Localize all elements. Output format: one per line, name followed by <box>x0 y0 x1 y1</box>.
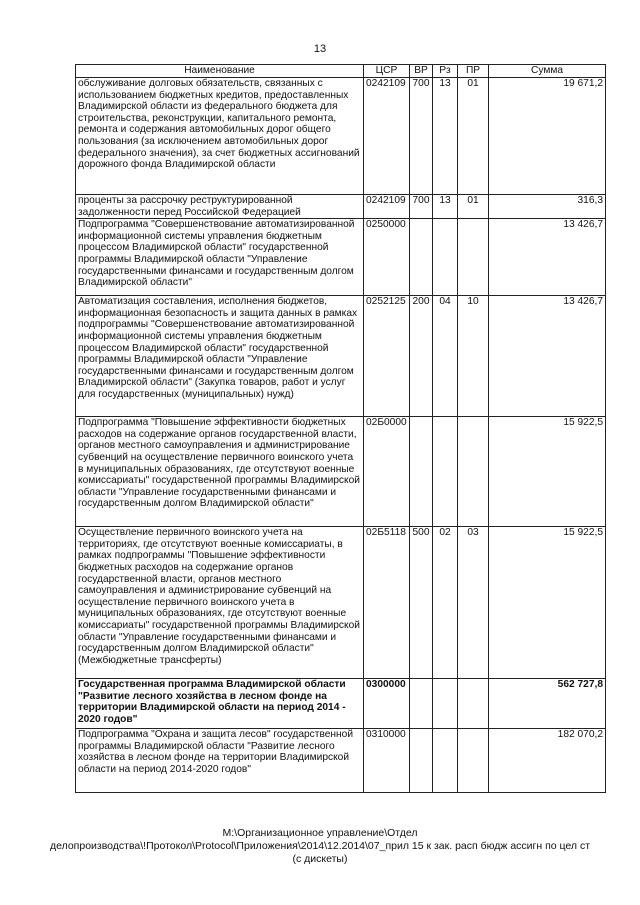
file-path-footer <box>0 827 640 866</box>
header-csr: ЦСР <box>364 65 410 78</box>
row-csr: 02Б5118 <box>364 527 410 679</box>
header-pr: ПР <box>458 65 489 78</box>
row-vr <box>410 417 433 527</box>
row-sum: 13 426,7 <box>489 296 606 417</box>
row-pr: 01 <box>458 78 489 195</box>
row-rz: 13 <box>433 195 458 219</box>
row-csr: 02Б0000 <box>364 417 410 527</box>
row-sum: 562 727,8 <box>489 679 606 729</box>
row-pr <box>458 219 489 296</box>
row-rz <box>433 679 458 729</box>
row-sum: 15 922,5 <box>489 417 606 527</box>
row-rz <box>433 729 458 793</box>
row-name: проценты за рассрочку реструктурированной задолженности перед Российской Федерацией <box>76 195 364 219</box>
row-rz: 13 <box>433 78 458 195</box>
row-name: обслуживание долговых обязательств, связанных с использованием бюджетных кредитов, предоставленных Владимирской области из федерального бюджета для строительства, реконструкции, капитального ремонта, ремонта и содержания автомобильных дорог общего пользования (за исключением автомобильных дорог федерального значения), за счет бюджетных ассигнований дорожного фонда Владимирской области <box>76 78 364 195</box>
table-row <box>76 195 606 219</box>
row-vr <box>410 219 433 296</box>
row-sum: 316,3 <box>489 195 606 219</box>
row-name: Государственная программа Владимирской области "Развитие лесного хозяйства в лесном фонде на территории Владимирской области на период 2014 - 2020 годов" <box>76 679 364 729</box>
row-csr: 0300000 <box>364 679 410 729</box>
row-csr: 0242109 <box>364 195 410 219</box>
row-pr: 10 <box>458 296 489 417</box>
row-vr <box>410 679 433 729</box>
row-name: Подпрограмма "Совершенствование автоматизированной информационной системы управления бюджетным процессом Владимирской области" государственной программы Владимирской области "Управление государственными финансами и государственным долгом Владимирской области" <box>76 219 364 296</box>
row-sum: 15 922,5 <box>489 527 606 679</box>
footer-line-2: делопроизводства\!Протокол\Protocol\Приложения\2014\12.2014\07_прил 15 к зак. расп бюдж ассигн по цел ст <box>49 840 591 852</box>
table-row <box>76 679 606 729</box>
row-name: Подпрограмма "Охрана и защита лесов" государственной программы Владимирской области "Развитие лесного хозяйства в лесном фонде на территории Владимирской области на период 2014-2020 годов" <box>76 729 364 793</box>
footer-line-3: (с дискеты) <box>292 853 348 865</box>
table-row <box>76 219 606 296</box>
row-name: Подпрограмма "Повышение эффективности бюджетных расходов на содержание органов государственной власти, органов местного самоуправления и администрирование субвенций на осуществление первичного воинского учета в муниципальных образованиях, где отсутствуют военные комиссариаты" государственной программы Владимирской области "Управление государственными финансами и государственным долгом Владимирской области" <box>76 417 364 527</box>
row-vr <box>410 729 433 793</box>
row-name: Автоматизация составления, исполнения бюджетов, информационная безопасность и защита данных в рамках подпрограммы "Совершенствование автоматизированной информационной системы управления бюджетным процессом Владимирской области" государственной программы Владимирской области "Управление государственными финансами и государственным долгом Владимирской области" (Закупка товаров, работ и услуг для государственных (муниципальных) нужд) <box>76 296 364 417</box>
row-sum: 182 070,2 <box>489 729 606 793</box>
row-rz <box>433 417 458 527</box>
footer-line-1: M:\Организационное управление\Отдел <box>222 827 418 839</box>
row-vr: 700 <box>410 195 433 219</box>
row-rz <box>433 219 458 296</box>
header-name: Наименование <box>76 65 364 78</box>
page-number: 13 <box>313 43 327 55</box>
table-row <box>76 78 606 195</box>
row-vr: 500 <box>410 527 433 679</box>
row-pr <box>458 679 489 729</box>
row-sum: 19 671,2 <box>489 78 606 195</box>
table-header-row <box>76 65 606 78</box>
row-rz: 02 <box>433 527 458 679</box>
row-csr: 0252125 <box>364 296 410 417</box>
row-rz: 04 <box>433 296 458 417</box>
table-row <box>76 527 606 679</box>
row-csr: 0250000 <box>364 219 410 296</box>
row-pr: 03 <box>458 527 489 679</box>
header-sum: Сумма <box>489 65 606 78</box>
row-pr <box>458 729 489 793</box>
table-row <box>76 417 606 527</box>
table-row <box>76 296 606 417</box>
row-vr: 200 <box>410 296 433 417</box>
header-rz: Рз <box>433 65 458 78</box>
row-pr <box>458 417 489 527</box>
header-vr: ВР <box>410 65 433 78</box>
row-csr: 0310000 <box>364 729 410 793</box>
budget-table <box>75 64 606 793</box>
row-sum: 13 426,7 <box>489 219 606 296</box>
row-csr: 0242109 <box>364 78 410 195</box>
row-name: Осуществление первичного воинского учета на территориях, где отсутствуют военные комиссариаты, в рамках подпрограммы "Повышение эффективности бюджетных расходов на содержание органов государственной власти, органов местного самоуправления и администрирование субвенций на осуществление первичного воинского учета в муниципальных образованиях, где отсутствуют военные комиссариаты" государственной программы Владимирской области "Управление государственными финансами и государственным долгом Владимирской области" (Межбюджетные трансферты) <box>76 527 364 679</box>
table-row <box>76 729 606 793</box>
row-pr: 01 <box>458 195 489 219</box>
row-vr: 700 <box>410 78 433 195</box>
